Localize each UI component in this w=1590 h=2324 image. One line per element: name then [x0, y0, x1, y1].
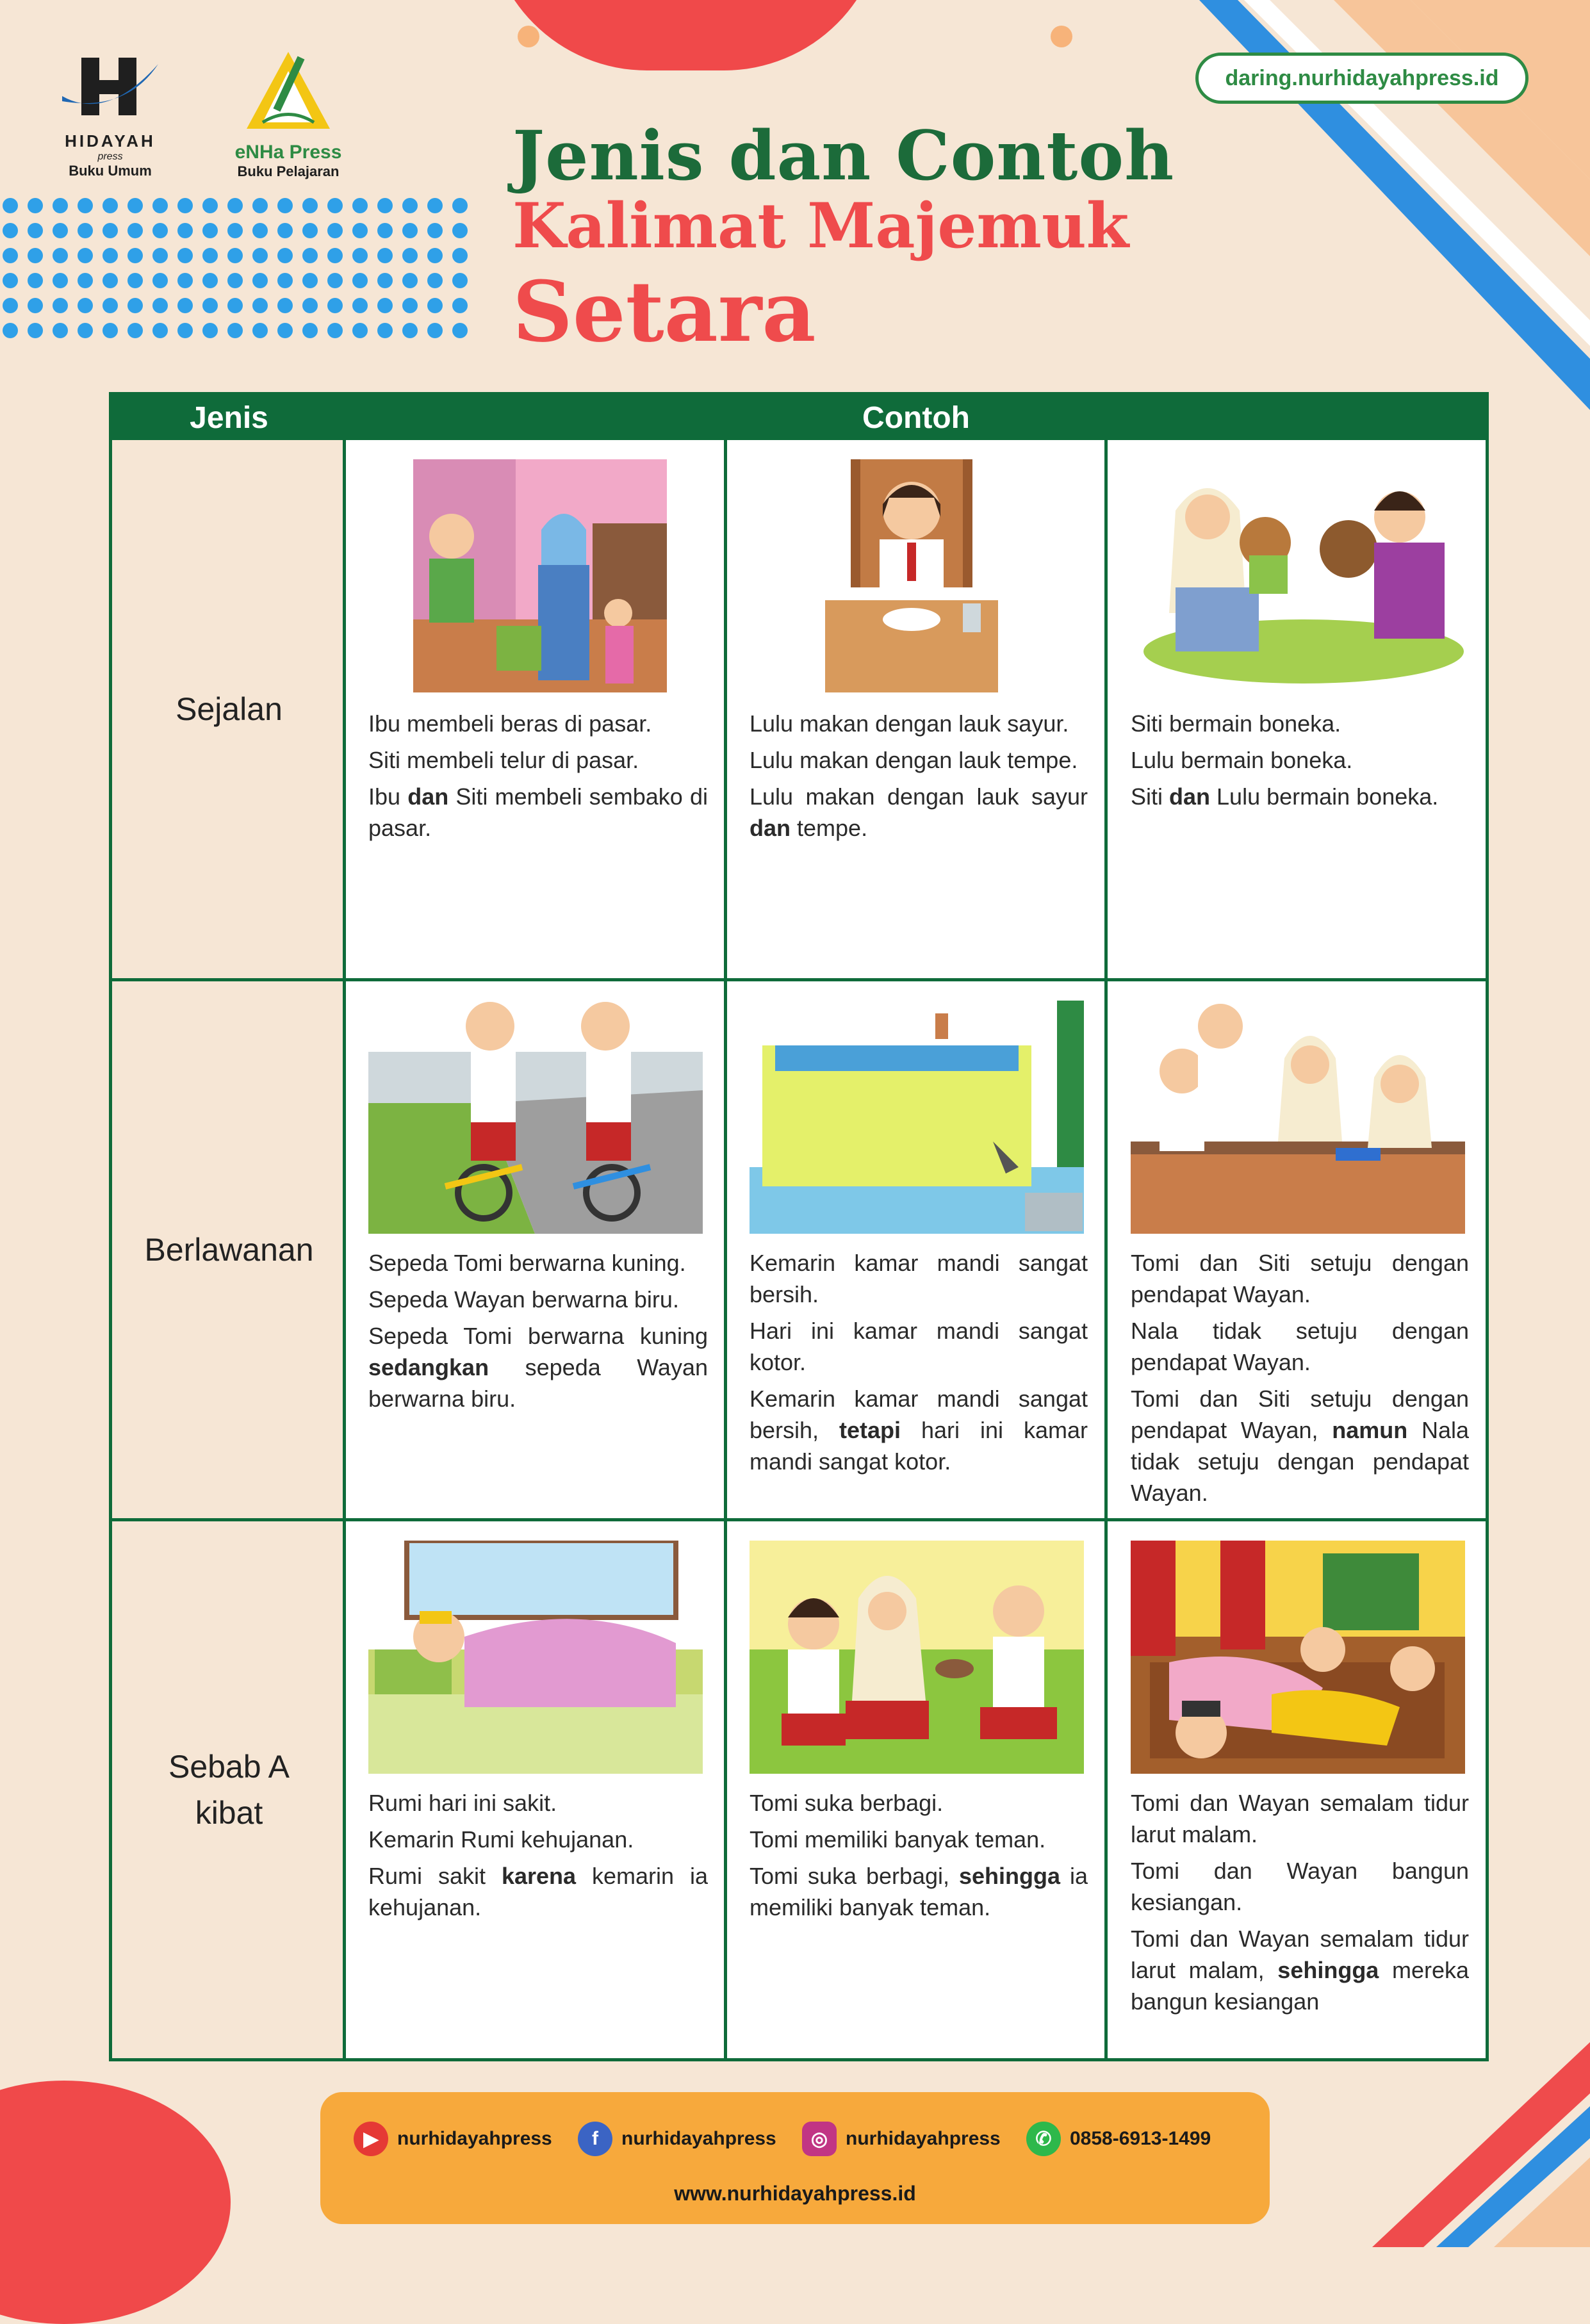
decor-dot	[102, 323, 118, 338]
decor-dot	[452, 273, 468, 288]
decor-dot	[78, 198, 93, 213]
conjunction: sehingga	[959, 1863, 1061, 1889]
illustration-dolls	[1137, 459, 1470, 692]
decor-dot	[152, 273, 168, 288]
decor-dot	[518, 26, 539, 47]
example-text	[368, 708, 708, 849]
decor-dot	[277, 298, 293, 313]
decor-dot	[302, 323, 318, 338]
website-pill[interactable]: daring.nurhidayahpress.id	[1195, 53, 1529, 104]
sentence: Tomi memiliki banyak teman.	[750, 1826, 1046, 1853]
decor-dot	[352, 198, 368, 213]
conjunction: dan	[407, 783, 449, 810]
decor-dot	[78, 273, 93, 288]
instagram-handle: nurhidayahpress	[846, 2128, 1001, 2149]
decor-dot	[427, 223, 443, 238]
decor-dot	[327, 248, 343, 263]
whatsapp-icon: ✆	[1026, 2122, 1061, 2156]
combined-sentence: Tomi dan Siti setuju dengan pendapat Wayan, namun Nala tidak setuju dengan pendapat Wayan.	[1131, 1386, 1469, 1506]
whatsapp-link[interactable]	[1026, 2122, 1211, 2156]
decor-dot	[227, 198, 243, 213]
decor-dot	[377, 273, 393, 288]
enha-caption: Buku Pelajaran	[237, 163, 340, 179]
sentence: Sepeda Tomi berwarna kuning.	[368, 1250, 686, 1276]
decor-dot	[177, 248, 193, 263]
decor-dot	[402, 248, 418, 263]
illustration-sick	[368, 1541, 703, 1774]
combined-sentence: Lulu makan dengan lauk sayur dan tempe.	[750, 783, 1088, 841]
decor-dot	[53, 223, 68, 238]
sentence: Kemarin Rumi kehujanan.	[368, 1826, 634, 1853]
decor-dot	[427, 298, 443, 313]
decor-dot	[252, 273, 268, 288]
decor-dot	[277, 198, 293, 213]
decor-dot	[452, 323, 468, 338]
example-text	[750, 1787, 1088, 1928]
decor-dot	[352, 323, 368, 338]
decor-dot	[102, 273, 118, 288]
sentence: Tomi dan Siti setuju dengan pendapat Wayan.	[1131, 1250, 1469, 1307]
decor-dot	[202, 223, 218, 238]
footer-bar	[320, 2092, 1270, 2224]
decor-dot	[3, 323, 18, 338]
decor-dot	[427, 273, 443, 288]
decor-dot	[352, 248, 368, 263]
top-red-blob	[487, 0, 884, 70]
decor-dot	[1051, 26, 1072, 47]
decor-dot	[3, 273, 18, 288]
enha-logo-icon	[240, 42, 336, 138]
divider	[343, 395, 346, 2058]
decor-dot	[327, 298, 343, 313]
decor-dot	[53, 248, 68, 263]
sentence: Hari ini kamar mandi sangat kotor.	[750, 1318, 1088, 1375]
header-contoh: Contoh	[862, 400, 970, 435]
decor-dot	[202, 198, 218, 213]
header-jenis: Jenis	[190, 400, 268, 435]
decor-dot	[152, 298, 168, 313]
hidayah-caption: Buku Umum	[69, 163, 152, 179]
sentence: Lulu bermain boneka.	[1131, 747, 1353, 773]
decor-dot	[102, 248, 118, 263]
decor-dot	[78, 248, 93, 263]
whatsapp-number: 0858-6913-1499	[1070, 2128, 1211, 2149]
decor-dot	[28, 273, 43, 288]
facebook-handle: nurhidayahpress	[621, 2128, 776, 2149]
decor-dot	[102, 198, 118, 213]
combined-sentence: Ibu dan Siti membeli sembako di pasar.	[368, 783, 708, 841]
hidayah-logo-icon	[56, 51, 165, 128]
decor-dot	[277, 273, 293, 288]
decor-dot	[28, 323, 43, 338]
decor-dot	[127, 248, 143, 263]
conjunction: dan	[750, 815, 791, 841]
decor-dot	[28, 298, 43, 313]
title-line-1: Jenis dan Contoh	[512, 115, 1175, 195]
decor-dot	[28, 223, 43, 238]
illustration-bathroom	[750, 1001, 1084, 1234]
decor-dot	[53, 198, 68, 213]
example-text	[750, 1247, 1088, 1482]
example-text	[1131, 1787, 1469, 2022]
title-line-3: Setara	[512, 263, 816, 361]
decor-dot	[152, 198, 168, 213]
decor-dot	[377, 298, 393, 313]
sentence: Lulu makan dengan lauk sayur.	[750, 710, 1069, 737]
decor-dot	[53, 273, 68, 288]
combined-sentence: Tomi suka berbagi, sehingga ia memiliki banyak teman.	[750, 1863, 1088, 1920]
conjunction: tetapi	[839, 1417, 901, 1443]
divider	[1104, 440, 1108, 2061]
decor-dot	[3, 298, 18, 313]
decor-dot	[327, 198, 343, 213]
combined-sentence: Tomi dan Wayan semalam tidur larut malam, sehingga mereka bangun kesiangan	[1131, 1926, 1469, 2015]
decor-dot	[78, 223, 93, 238]
decor-dot	[127, 223, 143, 238]
title-line-2: Kalimat Majemuk	[512, 190, 1129, 262]
decor-dot	[177, 223, 193, 238]
jenis-sebab-akibat	[112, 1521, 346, 2058]
illustration-eating	[825, 459, 998, 692]
facebook-link[interactable]	[578, 2122, 776, 2156]
sentence: Tomi dan Wayan semalam tidur larut malam.	[1131, 1790, 1469, 1847]
decor-dot	[227, 273, 243, 288]
decor-dot	[327, 223, 343, 238]
decor-dot	[352, 298, 368, 313]
decor-dot	[177, 323, 193, 338]
decor-dot	[78, 323, 93, 338]
facebook-icon: f	[578, 2122, 612, 2156]
decor-dot	[427, 323, 443, 338]
decor-dot	[227, 248, 243, 263]
decor-dot	[252, 223, 268, 238]
decor-dot	[227, 323, 243, 338]
decor-dot	[102, 223, 118, 238]
combined-sentence: Rumi sakit karena kemarin ia kehujanan.	[368, 1863, 708, 1920]
example-text	[1131, 1247, 1469, 1514]
sentence: Sepeda Wayan berwarna biru.	[368, 1286, 679, 1313]
decor-dot	[377, 198, 393, 213]
table-header	[112, 395, 1486, 440]
decor-dot	[227, 298, 243, 313]
decor-dot	[377, 223, 393, 238]
hidayah-sub: press	[97, 151, 123, 162]
conjunction: karena	[501, 1863, 577, 1889]
sentence: Siti membeli telur di pasar.	[368, 747, 639, 773]
youtube-link[interactable]	[354, 2122, 552, 2156]
decor-dot	[252, 298, 268, 313]
decor-dot	[377, 248, 393, 263]
conjunction: sedangkan	[368, 1354, 489, 1380]
bottom-left-red-blob	[0, 2081, 231, 2324]
decor-dot	[152, 223, 168, 238]
logo-hidayah	[53, 51, 168, 179]
decor-dot	[252, 248, 268, 263]
instagram-link[interactable]	[802, 2122, 1001, 2156]
combined-sentence: Kemarin kamar mandi sangat bersih, tetapi hari ini kamar mandi sangat kotor.	[750, 1386, 1088, 1475]
conjunction: dan	[1169, 783, 1211, 810]
decor-dot	[127, 198, 143, 213]
decor-dot	[402, 223, 418, 238]
decor-dot	[402, 273, 418, 288]
blue-dot-pattern	[0, 195, 474, 343]
decor-dot	[352, 273, 368, 288]
decor-dot	[302, 298, 318, 313]
decor-dot	[252, 323, 268, 338]
decor-dot	[302, 248, 318, 263]
decor-dot	[452, 248, 468, 263]
decor-dot	[202, 298, 218, 313]
decor-dot	[102, 298, 118, 313]
decor-dot	[78, 298, 93, 313]
decor-dot	[277, 248, 293, 263]
illustration-sharing	[750, 1541, 1084, 1774]
decor-dot	[402, 198, 418, 213]
decor-dot	[302, 223, 318, 238]
footer-website[interactable]: www.nurhidayahpress.id	[674, 2182, 916, 2205]
decor-dot	[53, 298, 68, 313]
example-text	[1131, 708, 1469, 817]
decor-dot	[327, 323, 343, 338]
decor-dot	[3, 198, 18, 213]
sentence: Kemarin kamar mandi sangat bersih.	[750, 1250, 1088, 1307]
decor-dot	[177, 298, 193, 313]
decor-dot	[202, 248, 218, 263]
decor-dot	[202, 273, 218, 288]
decor-dot	[3, 248, 18, 263]
decor-dot	[152, 248, 168, 263]
combined-sentence: Sepeda Tomi berwarna kuning sedangkan sepeda Wayan berwarna biru.	[368, 1323, 708, 1412]
decor-dot	[402, 298, 418, 313]
divider	[724, 440, 727, 2061]
decor-dot	[352, 223, 368, 238]
jenis-sebab-akibat-label: Sebab A kibat	[168, 1749, 290, 1831]
enha-wordmark: eNHa Press	[234, 142, 342, 163]
decor-dot	[277, 323, 293, 338]
decor-dot	[252, 198, 268, 213]
conjunction: sehingga	[1277, 1957, 1379, 1983]
logo-enha	[231, 42, 346, 180]
example-text	[368, 1787, 708, 1928]
sentence: Ibu membeli beras di pasar.	[368, 710, 652, 737]
decor-dot	[327, 273, 343, 288]
divider	[112, 1518, 1486, 1521]
decor-dot	[28, 198, 43, 213]
decor-dot	[402, 323, 418, 338]
sentence: Lulu makan dengan lauk tempe.	[750, 747, 1078, 773]
decor-dot	[127, 323, 143, 338]
decor-dot	[277, 223, 293, 238]
decor-dot	[127, 273, 143, 288]
sentence: Tomi dan Wayan bangun kesiangan.	[1131, 1858, 1469, 1915]
decor-dot	[227, 223, 243, 238]
sentence: Rumi hari ini sakit.	[368, 1790, 557, 1816]
decor-dot	[177, 198, 193, 213]
illustration-market	[413, 459, 667, 692]
decor-dot	[452, 298, 468, 313]
decor-dot	[452, 223, 468, 238]
decor-dot	[127, 298, 143, 313]
example-text	[750, 708, 1088, 849]
illustration-bicycles	[368, 1001, 703, 1234]
decor-dot	[53, 323, 68, 338]
illustration-discussion	[1131, 1001, 1465, 1234]
decor-dot	[427, 248, 443, 263]
jenis-berlawanan: Berlawanan	[112, 981, 346, 1518]
decor-dot	[28, 248, 43, 263]
example-text	[368, 1247, 708, 1420]
instagram-icon: ◎	[802, 2122, 837, 2156]
sentence: Tomi suka berbagi.	[750, 1790, 944, 1816]
hidayah-wordmark: HIDAYAH	[65, 131, 156, 151]
divider	[112, 978, 1486, 981]
decor-dot	[377, 323, 393, 338]
decor-dot	[177, 273, 193, 288]
sentence: Siti bermain boneka.	[1131, 710, 1341, 737]
example-table	[109, 392, 1489, 2061]
conjunction: namun	[1332, 1417, 1408, 1443]
youtube-handle: nurhidayahpress	[397, 2128, 552, 2149]
combined-sentence: Siti dan Lulu bermain boneka.	[1131, 783, 1439, 810]
decor-dot	[3, 223, 18, 238]
decor-dot	[302, 198, 318, 213]
decor-dot	[302, 273, 318, 288]
decor-dot	[152, 323, 168, 338]
jenis-sejalan: Sejalan	[112, 440, 346, 978]
youtube-icon: ▶	[354, 2122, 388, 2156]
sentence: Nala tidak setuju dengan pendapat Wayan.	[1131, 1318, 1469, 1375]
decor-dot	[202, 323, 218, 338]
decor-dot	[427, 198, 443, 213]
decor-dot	[452, 198, 468, 213]
illustration-oversleep	[1131, 1541, 1465, 1774]
